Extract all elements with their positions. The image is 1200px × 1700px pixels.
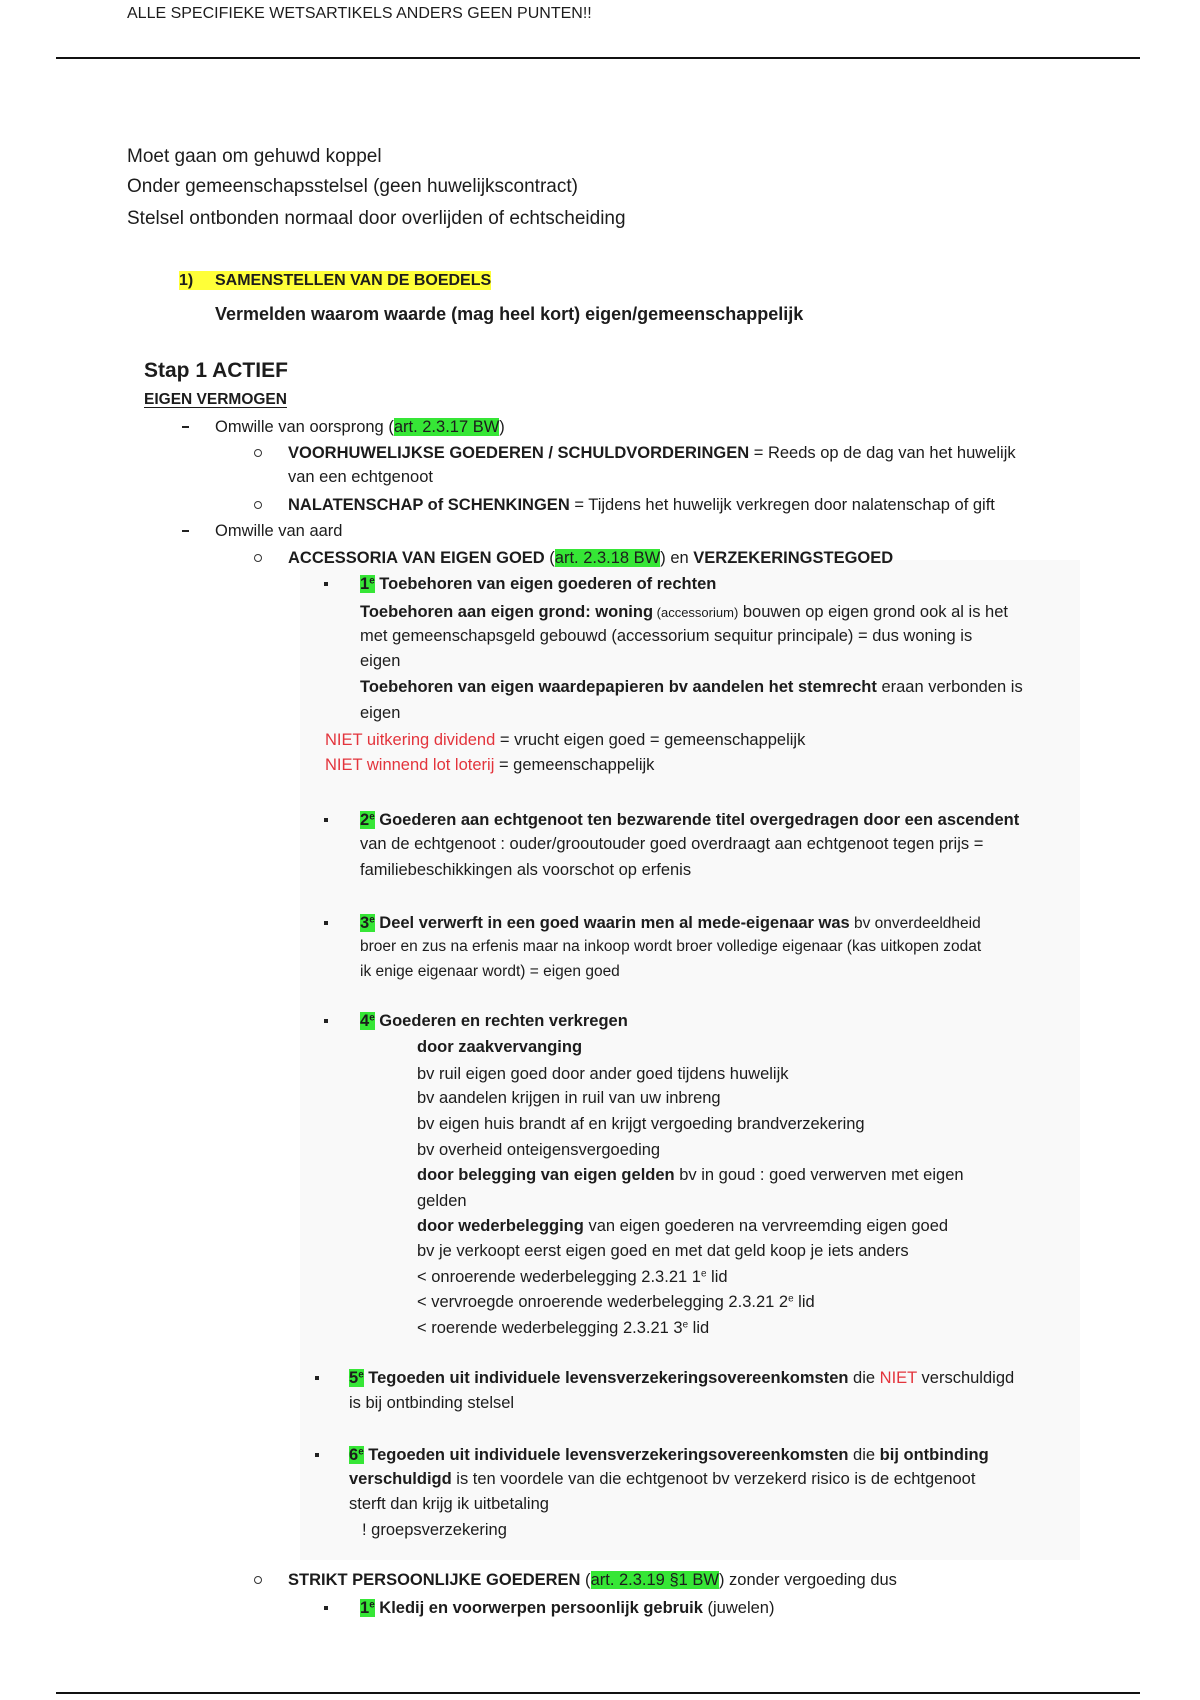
type-end: lid [706, 1268, 728, 1286]
strict-heading [288, 1569, 897, 1591]
point-text: (juwelen) [702, 1599, 775, 1617]
reinvestment-type [417, 1266, 728, 1288]
ordinal-sup: e [358, 1446, 364, 1458]
reinvestment-text: van eigen goederen na vervreemding eigen goed [583, 1217, 949, 1235]
point-5-title [349, 1367, 1014, 1389]
point-text: die [848, 1446, 880, 1464]
intro-line-3: Stelsel ontbonden normaal door overlijden of echtscheiding [127, 208, 626, 229]
reinvestment-type [417, 1317, 709, 1339]
circle-bullet-icon [253, 1569, 263, 1591]
point-number [349, 1369, 364, 1387]
point-bold-text: bij ontbinding [879, 1446, 989, 1464]
origin-item-term: VOORHUWELIJKSE GOEDEREN / SCHULDVORDERINGEN [288, 444, 750, 462]
circle-bullet-icon [253, 494, 263, 516]
type-text: < roerende wederbelegging 2.3.21 3 [417, 1319, 683, 1337]
intro-line-1: Moet gaan om gehuwd koppel [127, 146, 382, 167]
origin-label-end: ) [499, 418, 505, 436]
accessoria-article: art. 2.3.18 BW [554, 549, 661, 567]
square-bullet-icon [321, 809, 331, 831]
substitution-example: bv eigen huis brandt af en krijgt vergoeding brandverzekering [417, 1115, 865, 1133]
step-title: Stap 1 ACTIEF [144, 359, 288, 382]
square-bullet-icon [312, 1367, 322, 1389]
origin-item-1-cont: van een echtgenoot [288, 468, 433, 486]
negation-text: NIET uitkering dividend [325, 731, 496, 749]
point-1-exception-2 [325, 754, 654, 776]
point-title: Kledij en voorwerpen persoonlijk gebruik [374, 1599, 703, 1617]
dash-bullet-icon [180, 416, 190, 438]
number: 4 [360, 1012, 370, 1030]
number: 6 [349, 1446, 359, 1464]
point-1-detail-4 [360, 676, 1023, 698]
point-1-title [360, 573, 716, 595]
point-1-exception-1 [325, 729, 805, 751]
exception-text: = vrucht eigen goed = gemeenschappelijk [495, 731, 806, 749]
origin-item-text: = Tijdens het huwelijk verkregen door nalatenschap of gift [569, 496, 995, 514]
negation-text: NIET [879, 1369, 917, 1387]
number: 1 [360, 575, 370, 593]
point-text: verschuldigd [916, 1369, 1015, 1387]
ordinal-sup: e [369, 1599, 375, 1611]
origin-item-2 [288, 494, 995, 516]
strict-article: art. 2.3.19 §1 BW [590, 1571, 719, 1589]
point-text: bv onverdeeldheid [849, 915, 981, 932]
point-6-title [349, 1444, 989, 1466]
ordinal-sup: e [358, 1369, 364, 1381]
point-2-title [360, 809, 1019, 831]
point-6-note: ! groepsverzekering [362, 1521, 507, 1539]
intro-line-2: Onder gemeenschapsstelsel (geen huwelijkscontract) [127, 176, 578, 197]
accessoria-term2: VERZEKERINGSTEGOED [693, 549, 894, 567]
circle-bullet-icon [253, 442, 263, 464]
point-number [360, 811, 375, 829]
point-3-line-2: broer en zus na erfenis maar na inkoop wordt broer volledige eigenaar (kas uitkopen zodat [360, 938, 982, 955]
detail-small: (accessorium) [653, 605, 739, 620]
origin-item-term: NALATENSCHAP of SCHENKINGEN [288, 496, 570, 514]
square-bullet-icon [321, 1010, 331, 1032]
number: 1 [360, 1599, 370, 1617]
point-1-detail-2: met gemeenschapsgeld gebouwd (accessorium sequitur principale) = dus woning is [360, 627, 973, 645]
step-heading: EIGEN VERMOGEN [144, 391, 287, 408]
paren-open: ( [544, 549, 555, 567]
square-bullet-icon [321, 573, 331, 595]
ordinal-sup: e [369, 575, 375, 587]
exception-text: = gemeenschappelijk [494, 756, 655, 774]
section-highlight [179, 271, 491, 290]
negation-text: NIET winnend lot loterij [325, 756, 495, 774]
point-title: Goederen aan echtgenoot ten bezwarende titel overgedragen door een ascendent [374, 811, 1020, 829]
detail-text: bouwen op eigen grond ook al is het [738, 603, 1008, 621]
origin-label: Omwille van oorsprong ( [215, 418, 394, 436]
point-title: Deel verwerft in een goed waarin men al mede-eigenaar was [374, 914, 850, 932]
detail-bold: Toebehoren van eigen waardepapieren bv aandelen het stemrecht [360, 678, 877, 696]
origin-item-1 [288, 442, 1016, 464]
reinvestment-example: bv je verkoopt eerst eigen goed en met dat geld koop je iets anders [417, 1242, 909, 1260]
strict-point-1 [360, 1597, 774, 1619]
type-text: < vervroegde onroerende wederbelegging 2.3.21 2 [417, 1293, 789, 1311]
detail-text: eraan verbonden is [876, 678, 1023, 696]
point-6-line-3: sterft dan krijg ik uitbetaling [349, 1495, 549, 1513]
point-text: is ten voordele van die echtgenoot bv verzekerd risico is de echtgenoot [451, 1470, 976, 1488]
investment-title: door belegging van eigen gelden [417, 1166, 675, 1184]
reinvestment-title: door wederbelegging [417, 1217, 584, 1235]
strict-text: ) zonder vergoeding dus [718, 1571, 897, 1589]
reinvestment-type [417, 1291, 815, 1313]
section-number: 1) [179, 272, 194, 289]
paren-close: ) en [660, 549, 694, 567]
point-number [349, 1446, 364, 1464]
square-bullet-icon [321, 1597, 331, 1619]
point-3-title [360, 912, 981, 934]
origin-item-text: = Reeds op de dag van het huwelijk [749, 444, 1016, 462]
ordinal-sup: e [369, 914, 375, 926]
paren-open: ( [580, 1571, 591, 1589]
point-bold-text: verschuldigd [349, 1470, 452, 1488]
header-rule [56, 57, 1140, 59]
point-text: die [848, 1369, 880, 1387]
type-end: lid [793, 1293, 815, 1311]
header-note: ALLE SPECIFIEKE WETSARTIKELS ANDERS GEEN PUNTEN!! [127, 5, 592, 22]
point-title: Tegoeden uit individuele levensverzekeringsovereenkomsten [363, 1369, 849, 1387]
point-title: Tegoeden uit individuele levensverzekeringsovereenkomsten [363, 1446, 849, 1464]
investment-line [417, 1164, 964, 1186]
substitution-example: bv aandelen krijgen in ruil van uw inbreng [417, 1089, 721, 1107]
ordinal-sup: e [700, 1268, 707, 1280]
square-bullet-icon [312, 1444, 322, 1466]
detail-bold: Toebehoren aan eigen grond: woning [360, 603, 654, 621]
section-subtitle: Vermelden waarom waarde (mag heel kort) eigen/gemeenschappelijk [215, 304, 804, 324]
point-number [360, 914, 375, 932]
number: 2 [360, 811, 370, 829]
square-bullet-icon [321, 912, 331, 934]
ordinal-sup: e [788, 1293, 794, 1305]
point-1-detail-5: eigen [360, 704, 401, 722]
ordinal-sup: e [682, 1319, 689, 1331]
point-title: Toebehoren van eigen goederen of rechten [374, 575, 717, 593]
accessoria-heading [288, 547, 893, 569]
footer-rule [56, 1692, 1140, 1694]
point-2-line-2: van de echtgenoot : ouder/grooutouder goed overdraagt aan echtgenoot tegen prijs = [360, 835, 984, 853]
ordinal-sup: e [369, 811, 375, 823]
dash-bullet-icon [180, 520, 190, 542]
point-number [360, 1012, 375, 1030]
ordinal-sup: e [369, 1012, 375, 1024]
origin-article: art. 2.3.17 BW [393, 418, 500, 436]
number: 5 [349, 1369, 359, 1387]
point-number [360, 575, 375, 593]
point-3-line-3: ik enige eigenaar wordt) = eigen goed [360, 963, 620, 980]
strict-term: STRIKT PERSOONLIJKE GOEDEREN [288, 1571, 581, 1589]
point-number [360, 1599, 375, 1617]
nature-heading: Omwille van aard [215, 522, 343, 540]
point-1-detail-1 [360, 601, 1008, 623]
investment-text: bv in goud : goed verwerven met eigen [674, 1166, 964, 1184]
point-6-line-2 [349, 1468, 975, 1490]
substitution-example: bv overheid onteigensvergoeding [417, 1141, 661, 1159]
origin-heading [215, 416, 505, 438]
substitution-example: bv ruil eigen goed door ander goed tijdens huwelijk [417, 1065, 789, 1083]
point-5-line-2: is bij ontbinding stelsel [349, 1394, 515, 1412]
reinvestment-line [417, 1215, 948, 1237]
accessoria-term: ACCESSORIA VAN EIGEN GOED [288, 549, 545, 567]
investment-line-cont: gelden [417, 1192, 467, 1210]
point-1-detail-3: eigen [360, 652, 401, 670]
point-title: Goederen en rechten verkregen [374, 1012, 628, 1030]
section-heading [179, 270, 491, 292]
section-title: SAMENSTELLEN VAN DE BOEDELS [215, 272, 492, 289]
point-2-line-3: familiebeschikkingen als voorschot op erfenis [360, 861, 692, 879]
point-4-title [360, 1010, 628, 1032]
number: 3 [360, 914, 370, 932]
type-text: < onroerende wederbelegging 2.3.21 1 [417, 1268, 701, 1286]
substitution-title: door zaakvervanging [417, 1038, 583, 1056]
circle-bullet-icon [253, 547, 263, 569]
type-end: lid [688, 1319, 710, 1337]
